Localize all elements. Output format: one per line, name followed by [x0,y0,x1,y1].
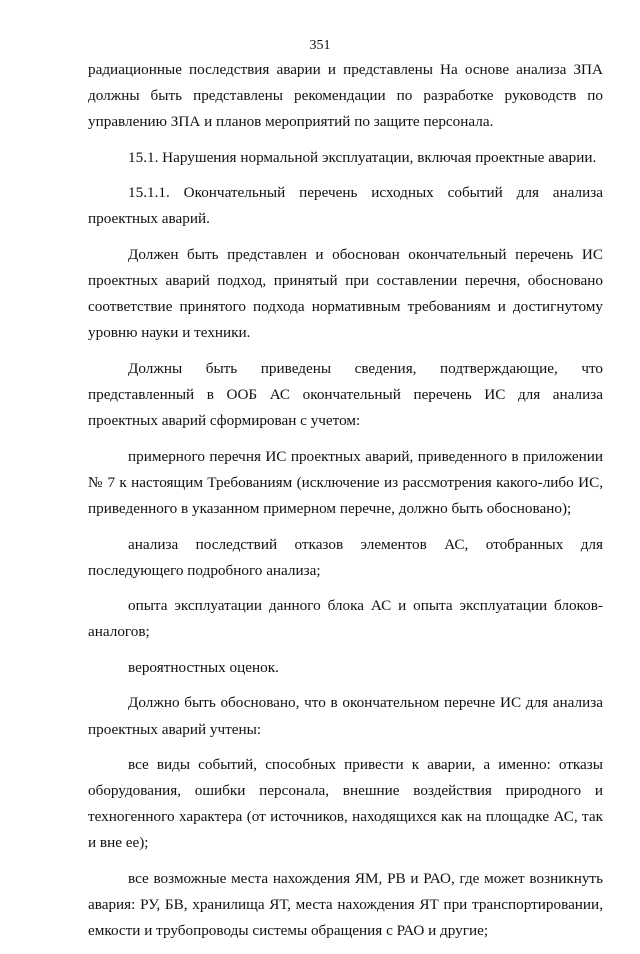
paragraph: Должен быть представлен и обоснован окончательный перечень ИС проектных аварий подход, принятый при составлении перечня, обосновано соответствие принятого подхода нормативным требованиям и достигнутому уровню науки и техники. [88,246,603,342]
list-item: вероятностных оценок. [128,658,279,676]
document-body [88,57,603,954]
paragraph: Должно быть обосновано, что в окончательном перечне ИС для анализа проектных аварий учтены: [88,694,603,738]
section-heading-15-1-1: 15.1.1. Окончательный перечень исходных событий для анализа проектных аварий. [88,184,603,228]
page-number: 351 [309,38,331,53]
list-item: анализа последствий отказов элементов АС, отобранных для последующего подробного анализа; [88,535,603,579]
list-item: примерного перечня ИС проектных аварий, приведенного в приложении № 7 к настоящим Требованиям (исключение из рассмотрения какого-либо ИС, приведенного в указанном примерном перечне, должно быть обосновано); [88,447,603,517]
section-heading-15-1: 15.1. Нарушения нормальной эксплуатации, включая проектные аварии. [128,148,597,166]
list-item: все возможные места нахождения ЯМ, РВ и РАО, где может возникнуть авария: РУ, БВ, хранилища ЯТ, места нахождения ЯТ при транспортировании, емкости и трубопроводы системы обращения с РАО и другие; [88,870,603,940]
paragraph: Должны быть приведены сведения, подтверждающие, что представленный в ООБ АС окончательный перечень ИС для анализа проектных аварий сформирован с учетом: [88,359,603,430]
list-item: все виды событий, способных привести к аварии, а именно: отказы оборудования, ошибки персонала, внешние воздействия природного и техногенного характера (от источников, находящихся как на площадке АС, так и вне ее); [88,756,603,852]
paragraph-continuation: радиационные последствия аварии и представлены На основе анализа ЗПА должны быть представлены рекомендации по разработке руководств по управлению ЗПА и планов мероприятий по защите персонала. [88,61,603,131]
list-item: опыта эксплуатации данного блока АС и опыта эксплуатации блоков-аналогов; [88,597,603,641]
